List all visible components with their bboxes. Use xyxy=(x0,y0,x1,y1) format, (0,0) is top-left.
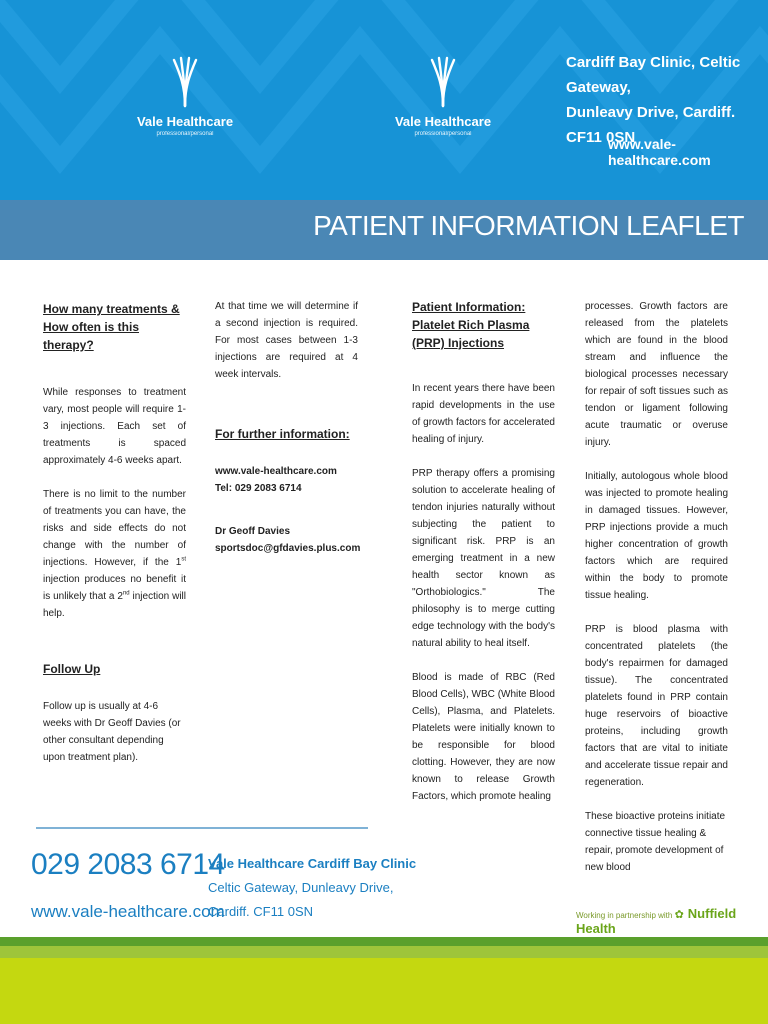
clinic-address xyxy=(566,50,762,150)
nuffield-logo-icon: ✿ xyxy=(674,909,684,921)
logo-tagline: professional/personal xyxy=(156,131,214,137)
header-website-link[interactable]: www.vale-healthcare.com xyxy=(608,136,711,168)
clinic-name: Vale Healthcare Cardiff Bay Clinic xyxy=(208,856,417,871)
paragraph: Blood is made of RBC (Red Blood Cells), WBC (White Blood Cells), Plasma, and Platelets. Platelets were initially known to be responsible for blood clotting. However, they are now known to release Growth Factors, which promote healing xyxy=(412,672,555,802)
heading-prp: Patient Information: Platelet Rich Plasma (PRP) Injections xyxy=(412,300,530,350)
paragraph: While responses to treatment vary, most people will require 1-3 injections. Each set of treatments is spaced approximately 4-6 weeks apart. xyxy=(43,387,186,466)
logo-tagline: professional/personal xyxy=(414,131,472,137)
paragraph: At that time we will determine if a second injection is required. For most cases between 1-3 injections are required at 4 week intervals. xyxy=(215,301,358,380)
header-banner xyxy=(0,0,768,200)
paragraph: Initially, autologous whole blood was injected to promote healing in damaged tissues. However, PRP injections provide a much higher concentration of growth factors which are required within the body to promote tissue healing. xyxy=(585,471,728,601)
page-title: PATIENT INFORMATION LEAFLET xyxy=(313,210,744,241)
footer-divider xyxy=(36,827,368,829)
partner-text: Working in partnership with xyxy=(576,911,673,920)
heading-follow-up: Follow Up xyxy=(43,662,101,676)
paragraph: In recent years there have been rapid developments in the use of growth factors for accelerated healing of injury. xyxy=(412,383,555,445)
footer-website-link[interactable]: www.vale-healthcare.com xyxy=(31,902,225,921)
heading-further-info: For further information: xyxy=(215,427,350,441)
footer-stripe-mid xyxy=(0,946,768,958)
vale-logo-left xyxy=(120,56,250,137)
contact-website-link[interactable]: www.vale-healthcare.com xyxy=(215,466,337,477)
contact-email-link[interactable]: sportsdoc@gfdavies.plus.com xyxy=(215,543,361,554)
paragraph: Follow up is usually at 4-6 weeks with Dr Geoff Davies (or other consultant depending upon treatment plan). xyxy=(43,701,181,763)
vale-logo-center xyxy=(378,56,508,137)
column-3 xyxy=(412,298,555,822)
paragraph: PRP is blood plasma with concentrated platelets (the body's repairmen for damaged tissue). The concentrated platelets found in PRP contain huge reservoirs of bioactive proteins, including growth factors that are vital to initiate and accelerate tissue repair and regeneration. xyxy=(585,624,728,788)
address-line-2: Dunleavy Drive, Cardiff. CF11 0SN xyxy=(566,104,736,146)
vale-logo-mark-icon xyxy=(170,56,200,108)
column-1 xyxy=(43,300,186,783)
logo-brand: Vale Healthcare xyxy=(136,114,234,129)
contact-tel: Tel: 029 2083 6714 xyxy=(215,483,302,494)
footer-stripe-light xyxy=(0,958,768,1024)
address-line-1: Cardiff Bay Clinic, Celtic Gateway, xyxy=(566,54,741,96)
footer-clinic-address xyxy=(208,852,416,924)
logo-brand: Vale Healthcare xyxy=(394,114,492,129)
heading-treatments: How many treatments & How often is this therapy? xyxy=(43,302,180,352)
contact-doctor: Dr Geoff Davies xyxy=(215,526,291,537)
title-band xyxy=(0,200,768,260)
column-2 xyxy=(215,298,361,557)
paragraph: There is no limit to the number of treatments you can have, the risks and side effects do not change with the number of injections. However, if the 1st injection produces no benefit it is unlikely that a 2nd injection will help. xyxy=(43,489,186,619)
footer-stripe-dark xyxy=(0,937,768,946)
partner-note xyxy=(576,906,768,936)
vale-logo-mark-icon xyxy=(428,56,458,108)
paragraph: These bioactive proteins initiate connective tissue healing & repair, promote development of new blood xyxy=(585,811,726,873)
clinic-line-2: Celtic Gateway, Dunleavy Drive, xyxy=(208,880,394,895)
column-4 xyxy=(585,298,728,893)
paragraph: processes. Growth factors are released from the platelets which are found in the blood stream and influence the biological processes necessary for repair of soft tissues such as tendon or ligament following acute traumatic or overuse injury. xyxy=(585,301,728,448)
footer-phone: 029 2083 6714 xyxy=(31,848,225,881)
clinic-line-3: Cardiff. CF11 0SN xyxy=(208,904,314,919)
partner-name: Nuffield Health xyxy=(576,906,737,936)
paragraph: PRP therapy offers a promising solution to accelerate healing of tendon injuries naturally without subjecting the patient to significant risk. PRP is an emerging treatment in a new health sector known as "Orthobiologics." The philosophy is to merge cutting edge technology with the body's natural ability to heal itself. xyxy=(412,468,555,649)
